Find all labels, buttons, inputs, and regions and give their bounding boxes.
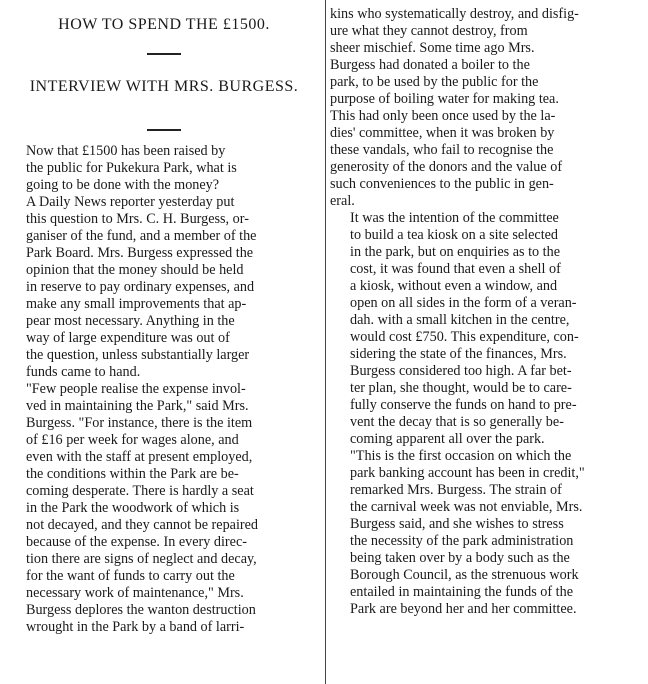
- text-line: dah. with a small kitchen in the centre,: [350, 312, 570, 328]
- subheadline-divider: [147, 129, 181, 131]
- text-line: not decayed, and they cannot be repaired: [26, 517, 259, 533]
- text-line: the necessity of the park administration: [350, 533, 574, 549]
- text-line: Park Board. Mrs. Burgess expressed the: [26, 245, 254, 261]
- text-line: Burgess had donated a boiler to the: [330, 57, 530, 73]
- text-line: would cost £750. This expenditure, con-: [350, 329, 579, 345]
- text-line: for the want of funds to carry out the: [26, 568, 235, 584]
- text-line: entailed in maintaining the funds of the: [350, 584, 574, 600]
- text-line: way of large expenditure was out of: [26, 330, 230, 346]
- text-line: It was the intention of the committee: [350, 210, 559, 226]
- text-line: vent the decay that is so generally be-: [350, 414, 564, 430]
- text-line: opinion that the money should be held: [26, 262, 244, 278]
- text-line: these vandals, who fail to recognise the: [330, 142, 554, 158]
- text-line: tion there are signs of neglect and decay,: [26, 551, 257, 567]
- text-line: Borough Council, as the strenuous work: [350, 567, 579, 583]
- text-line: Burgess said, and she wishes to stress: [350, 516, 564, 532]
- text-line: open on all sides in the form of a veran-: [350, 295, 577, 311]
- text-line: park banking account has been in credit,": [350, 465, 585, 481]
- text-line: Burgess. "For instance, there is the item: [26, 415, 253, 431]
- text-line: because of the expense. In every direc-: [26, 534, 247, 550]
- paragraph: [330, 210, 644, 448]
- text-line: wrought in the Park by a band of larri-: [26, 619, 245, 635]
- text-line: coming apparent all over the park.: [350, 431, 545, 447]
- text-line: sheer mischief. Some time ago Mrs.: [330, 40, 535, 56]
- text-line: "This is the first occasion on which the: [350, 448, 572, 464]
- text-line: pear most necessary. Anything in the: [26, 313, 235, 329]
- paragraph: [6, 381, 322, 636]
- text-line: Park are beyond her and her committee.: [350, 601, 577, 617]
- text-line: "Few people realise the expense invol-: [26, 381, 246, 397]
- text-line: Burgess considered too high. A far bet-: [350, 363, 572, 379]
- text-line: the public for Pukekura Park, what is: [26, 160, 237, 176]
- text-line: dies' committee, when it was broken by: [330, 125, 555, 141]
- text-line: of £16 per week for wages alone, and: [26, 432, 239, 448]
- text-line: ter plan, she thought, would be to care-: [350, 380, 572, 396]
- text-line: purpose of boiling water for making tea.: [330, 91, 559, 107]
- text-line: being taken over by a body such as the: [350, 550, 570, 566]
- left-article-body: [6, 143, 322, 636]
- text-line: park, to be used by the public for the: [330, 74, 539, 90]
- text-line: to build a tea kiosk on a site selected: [350, 227, 559, 243]
- text-line: sidering the state of the finances, Mrs.: [350, 346, 567, 362]
- paragraph: [6, 143, 322, 194]
- text-line: eral.: [330, 193, 355, 209]
- text-line: coming desperate. There is hardly a seat: [26, 483, 254, 499]
- text-line: ved in maintaining the Park," said Mrs.: [26, 398, 249, 414]
- text-line: funds came to hand.: [26, 364, 141, 380]
- text-line: ure what they cannot destroy, from: [330, 23, 528, 39]
- text-line: even with the staff at present employed,: [26, 449, 253, 465]
- paragraph: [6, 194, 322, 381]
- paragraph: [330, 6, 644, 210]
- text-line: make any small improvements that ap-: [26, 296, 247, 312]
- text-line: this question to Mrs. C. H. Burgess, or-: [26, 211, 249, 227]
- text-line: Burgess deplores the wanton destruction: [26, 602, 256, 618]
- text-line: the carnival week was not enviable, Mrs.: [350, 499, 583, 515]
- text-line: the conditions within the Park are be-: [26, 466, 239, 482]
- text-line: Now that £1500 has been raised by: [26, 143, 226, 159]
- text-line: ganiser of the fund, and a member of the: [26, 228, 257, 244]
- text-line: generosity of the donors and the value of: [330, 159, 563, 175]
- text-line: kins who systematically destroy, and disfig-: [330, 6, 579, 22]
- paragraph: [330, 448, 644, 618]
- text-line: the question, unless substantially larger: [26, 347, 250, 363]
- headline-divider: [147, 53, 181, 55]
- text-line: in reserve to pay ordinary expenses, and: [26, 279, 255, 295]
- text-line: a kiosk, without even a window, and: [350, 278, 558, 294]
- text-line: This had only been once used by the la-: [330, 108, 556, 124]
- text-line: fully conserve the funds on hand to pre-: [350, 397, 577, 413]
- text-line: going to be done with the money?: [26, 177, 220, 193]
- text-line: in the Park the woodwork of which is: [26, 500, 240, 516]
- text-line: cost, it was found that even a shell of: [350, 261, 561, 277]
- text-line: A Daily News reporter yesterday put: [26, 194, 235, 210]
- right-article-body: [330, 6, 644, 618]
- text-line: in the park, but on enquiries as to the: [350, 244, 561, 260]
- text-line: such conveniences to the public in gen-: [330, 176, 554, 192]
- headline: HOW TO SPEND THE £1500.: [58, 16, 270, 33]
- text-line: necessary work of maintenance," Mrs.: [26, 585, 244, 601]
- column-divider: [325, 0, 326, 684]
- text-line: remarked Mrs. Burgess. The strain of: [350, 482, 562, 498]
- subheadline: INTERVIEW WITH MRS. BURGESS.: [29, 78, 299, 95]
